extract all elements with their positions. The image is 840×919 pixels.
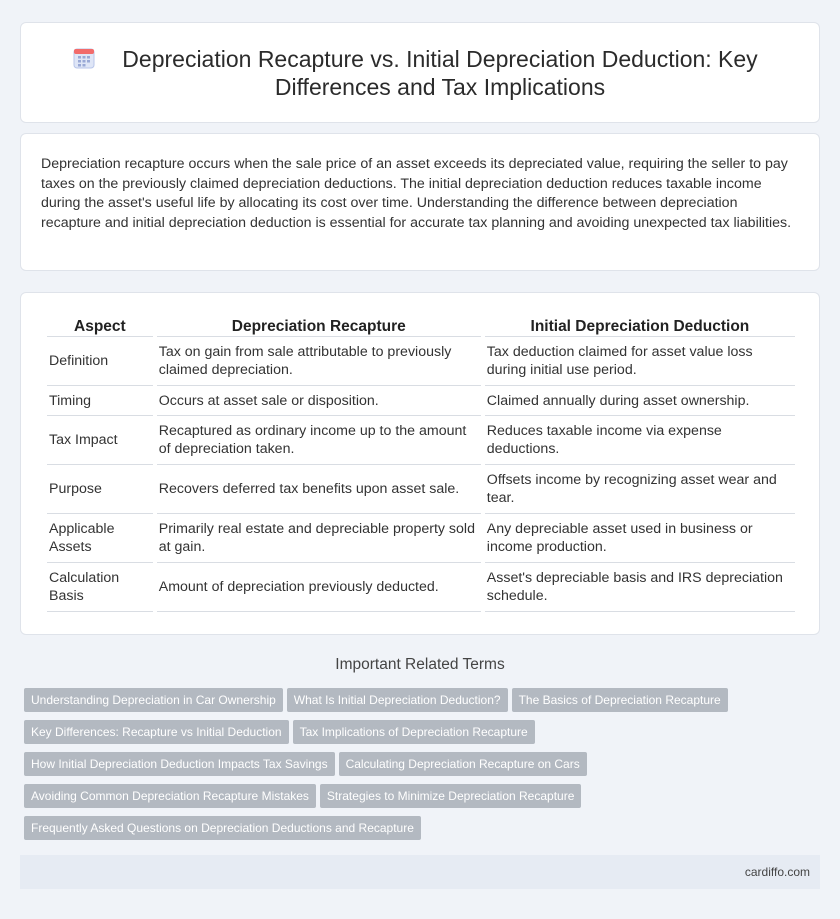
related-terms-tags xyxy=(24,688,744,848)
table-row xyxy=(47,337,795,386)
row-aspect: Definition xyxy=(47,337,153,386)
row-recapture: Recovers deferred tax benefits upon asset sale. xyxy=(157,465,481,514)
intro-card xyxy=(20,133,820,271)
row-initial: Asset's depreciable basis and IRS depreciation schedule. xyxy=(485,563,795,612)
footer-site-link[interactable]: cardiffo.com xyxy=(744,865,810,879)
table-row xyxy=(47,514,795,563)
row-initial: Offsets income by recognizing asset wear and tear. xyxy=(485,465,795,514)
row-recapture: Primarily real estate and depreciable property sold at gain. xyxy=(157,514,481,563)
footer-bar xyxy=(20,855,820,889)
row-aspect: Calculation Basis xyxy=(47,563,153,612)
related-tag[interactable]: Strategies to Minimize Depreciation Recapture xyxy=(320,784,581,808)
row-initial: Any depreciable asset used in business or income production. xyxy=(485,514,795,563)
page-title: Depreciation Recapture vs. Initial Depreciation Deduction: Key Differences and Tax Implications xyxy=(122,46,758,100)
related-tag[interactable]: Calculating Depreciation Recapture on Cars xyxy=(339,752,587,776)
comparison-table-card xyxy=(20,292,820,635)
header-depreciation-recapture: Depreciation Recapture xyxy=(157,315,481,337)
row-initial: Reduces taxable income via expense deductions. xyxy=(485,416,795,465)
header-initial-deduction: Initial Depreciation Deduction xyxy=(485,315,795,337)
row-aspect: Timing xyxy=(47,386,153,416)
row-aspect: Purpose xyxy=(47,465,153,514)
row-aspect: Tax Impact xyxy=(47,416,153,465)
intro-paragraph: Depreciation recapture occurs when the sale price of an asset exceeds its depreciated value, requiring the seller to pay taxes on the previously claimed depreciation deductions. The initial depreciation deduction reduces taxable income during the asset's useful life by allocating its cost over time. Understanding the difference between depreciation recapture and initial depreciation deduction is essential for accurate tax planning and avoiding unexpected tax liabilities. xyxy=(41,156,792,231)
comparison-table xyxy=(43,315,799,612)
related-tag[interactable]: Understanding Depreciation in Car Ownership xyxy=(24,688,283,712)
row-recapture: Tax on gain from sale attributable to previously claimed depreciation. xyxy=(157,337,481,386)
table-header-row xyxy=(47,315,795,337)
related-tag[interactable]: Tax Implications of Depreciation Recapture xyxy=(293,720,535,744)
table-row xyxy=(47,465,795,514)
related-terms-title: Important Related Terms xyxy=(335,656,505,673)
row-recapture: Recaptured as ordinary income up to the amount of depreciation taken. xyxy=(157,416,481,465)
related-tag[interactable]: What Is Initial Depreciation Deduction? xyxy=(287,688,508,712)
related-tag[interactable]: Avoiding Common Depreciation Recapture Mistakes xyxy=(24,784,316,808)
table-row xyxy=(47,386,795,416)
table-row xyxy=(47,563,795,612)
table-row xyxy=(47,416,795,465)
header-aspect: Aspect xyxy=(47,315,153,337)
row-initial: Claimed annually during asset ownership. xyxy=(485,386,795,416)
row-recapture: Occurs at asset sale or disposition. xyxy=(157,386,481,416)
related-tag[interactable]: The Basics of Depreciation Recapture xyxy=(512,688,728,712)
row-recapture: Amount of depreciation previously deducted. xyxy=(157,563,481,612)
row-aspect: Applicable Assets xyxy=(47,514,153,563)
row-initial: Tax deduction claimed for asset value loss during initial use period. xyxy=(485,337,795,386)
header-card xyxy=(20,22,820,123)
related-tag[interactable]: Frequently Asked Questions on Depreciation Deductions and Recapture xyxy=(24,816,421,840)
related-tag[interactable]: How Initial Depreciation Deduction Impacts Tax Savings xyxy=(24,752,335,776)
related-tag[interactable]: Key Differences: Recapture vs Initial Deduction xyxy=(24,720,289,744)
